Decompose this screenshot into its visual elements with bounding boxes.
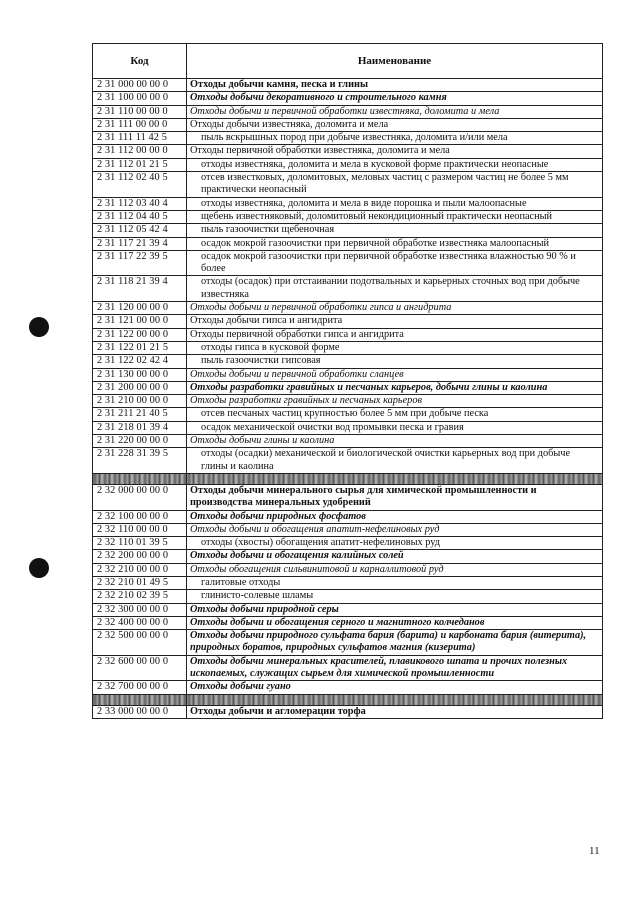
code-cell: 2 32 600 00 00 0 [93,655,187,681]
code-cell: 2 31 122 02 42 4 [93,355,187,368]
code-cell: 2 32 210 00 00 0 [93,563,187,576]
code-cell: 2 31 120 00 00 0 [93,302,187,315]
name-cell: отходы известняка, доломита и мела в кусковой форме практически неопасные [187,158,603,171]
name-cell: галитовые отходы [187,576,603,589]
name-cell: Отходы разработки гравийных и песчаных карьеров [187,395,603,408]
name-cell: Отходы добычи гипса и ангидрита [187,315,603,328]
table-row [93,435,603,448]
name-cell: Отходы первичной обработки гипса и ангидрита [187,328,603,341]
table-row [93,395,603,408]
code-cell: 2 31 111 00 00 0 [93,118,187,131]
code-cell: 2 31 122 00 00 0 [93,328,187,341]
table-row [93,118,603,131]
separator-cell [93,694,187,705]
table-row [93,448,603,474]
code-cell: 2 32 300 00 00 0 [93,603,187,616]
name-cell: отходы (хвосты) обогащения апатит-нефелиновых руд [187,537,603,550]
name-cell: Отходы обогащения сильвинитовой и карналлитовой руд [187,563,603,576]
code-cell: 2 31 112 03 40 4 [93,197,187,210]
code-cell: 2 31 110 00 00 0 [93,105,187,118]
table-row [93,537,603,550]
separator-cell [187,473,603,484]
code-cell: 2 31 100 00 00 0 [93,92,187,105]
code-cell: 2 31 130 00 00 0 [93,368,187,381]
code-cell: 2 33 000 00 00 0 [93,705,187,718]
name-cell: отходы гипса в кусковой форме [187,341,603,354]
code-cell: 2 31 228 31 39 5 [93,448,187,474]
table-row [93,630,603,656]
name-cell: Отходы первичной обработки известняка, доломита и мела [187,145,603,158]
name-cell: Отходы добычи природного сульфата бария (барита) и карбоната бария (витерита), природных боратов, природных сульфатов магния (кизерита) [187,630,603,656]
table-row [93,341,603,354]
name-cell: отходы известняка, доломита и мела в виде порошка и пыли малоопасные [187,197,603,210]
table-row [93,105,603,118]
name-cell: пыль газоочистки гипсовая [187,355,603,368]
table-row [93,681,603,694]
name-cell: Отходы добычи минеральных красителей, плавикового шпата и прочих полезных ископаемых, служащих сырьем для химической промышленности [187,655,603,681]
name-cell: отсев песчаных частиц крупностью более 5 мм при добыче песка [187,408,603,421]
table-row [93,92,603,105]
name-cell: Отходы добычи и первичной обработки сланцев [187,368,603,381]
name-cell: Отходы добычи и первичной обработки гипса и ангидрита [187,302,603,315]
name-cell: осадок механической очистки вод промывки песка и гравия [187,421,603,434]
code-cell: 2 31 117 21 39 4 [93,237,187,250]
table-row [93,315,603,328]
name-cell: Отходы добычи и агломерации торфа [187,705,603,718]
name-cell: Отходы добычи гуано [187,681,603,694]
table-row [93,172,603,198]
table-row [93,510,603,523]
code-cell: 2 32 110 00 00 0 [93,523,187,536]
header-code: Код [93,44,187,79]
name-cell: осадок мокрой газоочистки при первичной обработке известняка влажностью 90 % и более [187,250,603,276]
table-row [93,523,603,536]
name-cell: Отходы добычи и обогащения апатит-нефелиновых руд [187,523,603,536]
table-row [93,210,603,223]
table-row [93,616,603,629]
separator-cell [93,473,187,484]
table-row [93,603,603,616]
name-cell: Отходы добычи известняка, доломита и мела [187,118,603,131]
table-row [93,132,603,145]
code-cell: 2 32 400 00 00 0 [93,616,187,629]
code-cell: 2 31 118 21 39 4 [93,276,187,302]
name-cell: пыль вскрышных пород при добыче известняка, доломита и/или мела [187,132,603,145]
code-cell: 2 32 110 01 39 5 [93,537,187,550]
code-cell: 2 32 200 00 00 0 [93,550,187,563]
code-cell: 2 32 700 00 00 0 [93,681,187,694]
code-cell: 2 31 112 02 40 5 [93,172,187,198]
name-cell: осадок мокрой газоочистки при первичной обработке известняка малоопасный [187,237,603,250]
code-cell: 2 31 121 00 00 0 [93,315,187,328]
code-cell: 2 31 112 04 40 5 [93,210,187,223]
name-cell: Отходы добычи природных фосфатов [187,510,603,523]
code-cell: 2 32 210 02 39 5 [93,590,187,603]
table-row [93,381,603,394]
code-cell: 2 32 210 01 49 5 [93,576,187,589]
table-row [93,590,603,603]
code-cell: 2 31 220 00 00 0 [93,435,187,448]
code-cell: 2 31 112 00 00 0 [93,145,187,158]
code-cell: 2 31 111 11 42 5 [93,132,187,145]
punch-hole-top [29,317,49,337]
code-cell: 2 31 210 00 00 0 [93,395,187,408]
code-cell: 2 32 500 00 00 0 [93,630,187,656]
table-row [93,550,603,563]
name-cell: Отходы добычи глины и каолина [187,435,603,448]
name-cell: пыль газоочистки щебеночная [187,224,603,237]
table-row [93,224,603,237]
section-separator-row [93,473,603,484]
code-cell: 2 31 000 00 00 0 [93,79,187,92]
code-cell: 2 31 218 01 39 4 [93,421,187,434]
name-cell: глинисто-солевые шламы [187,590,603,603]
table-row [93,302,603,315]
table-row [93,355,603,368]
table-row [93,655,603,681]
table-row [93,705,603,718]
table-row [93,563,603,576]
code-cell: 2 31 112 05 42 4 [93,224,187,237]
name-cell: Отходы добычи камня, песка и глины [187,79,603,92]
name-cell: щебень известняковый, доломитовый некондиционный практически неопасный [187,210,603,223]
name-cell: Отходы разработки гравийных и песчаных карьеров, добычи глины и каолина [187,381,603,394]
name-cell: отсев известковых, доломитовых, меловых частиц с размером частиц не более 5 мм практически неопасный [187,172,603,198]
table-row [93,237,603,250]
table-header-row [93,44,603,79]
header-name: Наименование [187,44,603,79]
code-cell: 2 31 122 01 21 5 [93,341,187,354]
table-row [93,408,603,421]
section-separator-row [93,694,603,705]
table-row [93,368,603,381]
code-cell: 2 31 112 01 21 5 [93,158,187,171]
code-cell: 2 32 100 00 00 0 [93,510,187,523]
name-cell: отходы (осадок) при отстаивании подотвальных и карьерных сточных вод при добыче известняка [187,276,603,302]
code-cell: 2 32 000 00 00 0 [93,484,187,510]
name-cell: Отходы добычи минерального сырья для химической промышленности и производства минеральных удобрений [187,484,603,510]
table-row [93,79,603,92]
table-body [93,79,603,719]
name-cell: Отходы добычи и обогащения серного и магнитного колчеданов [187,616,603,629]
name-cell: Отходы добычи и обогащения калийных солей [187,550,603,563]
table-row [93,145,603,158]
code-cell: 2 31 211 21 40 5 [93,408,187,421]
table-row [93,421,603,434]
table-row [93,250,603,276]
name-cell: Отходы добычи природной серы [187,603,603,616]
table-row [93,276,603,302]
page-number: 11 [589,845,600,857]
table-row [93,158,603,171]
table-row [93,328,603,341]
waste-classifier-table [92,43,603,719]
code-cell: 2 31 117 22 39 5 [93,250,187,276]
punch-hole-bottom [29,558,49,578]
table-row [93,197,603,210]
name-cell: отходы (осадки) механической и биологической очистки карьерных вод при добыче глины и каолина [187,448,603,474]
separator-cell [187,694,603,705]
table-row [93,576,603,589]
table-row [93,484,603,510]
name-cell: Отходы добычи и первичной обработки известняка, доломита и мела [187,105,603,118]
name-cell: Отходы добычи декоративного и строительного камня [187,92,603,105]
code-cell: 2 31 200 00 00 0 [93,381,187,394]
